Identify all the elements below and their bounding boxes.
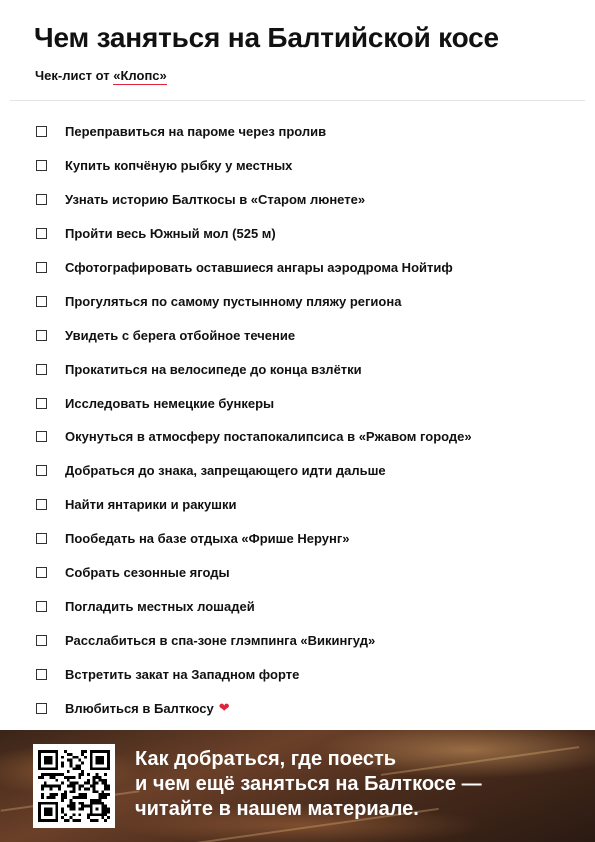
checklist-item <box>36 657 472 691</box>
checkbox[interactable] <box>36 262 47 273</box>
checkbox[interactable] <box>36 330 47 341</box>
checklist-item-label: Погладить местных лошадей <box>65 598 255 614</box>
subtitle <box>35 68 167 83</box>
checklist <box>36 115 472 725</box>
checklist-item <box>36 318 472 352</box>
checklist-item <box>36 488 472 522</box>
brand-link[interactable]: «Клопс» <box>113 68 167 83</box>
checklist-item-label: Увидеть с берега отбойное течение <box>65 327 296 343</box>
checklist-item <box>36 454 472 488</box>
checkbox[interactable] <box>36 398 47 409</box>
checkbox[interactable] <box>36 635 47 646</box>
banner-text <box>135 747 482 822</box>
heart-icon: ❤ <box>218 700 230 716</box>
checkbox[interactable] <box>36 126 47 137</box>
header-divider <box>10 100 585 101</box>
checklist-item-label: Расслабиться в спа-зоне глэмпинга «Викингуд» <box>65 632 376 648</box>
banner-line: читайте в нашем материале. <box>135 798 419 820</box>
promo-banner[interactable] <box>0 730 595 842</box>
checklist-item <box>36 217 472 251</box>
checkbox[interactable] <box>36 160 47 171</box>
checklist-item <box>36 149 472 183</box>
checklist-item <box>36 183 472 217</box>
checklist-item-label: Окунуться в атмосферу постапокалипсиса в «Ржавом городе» <box>65 429 472 445</box>
checklist-item <box>36 386 472 420</box>
checklist-item-label: Влюбиться в Балткосу <box>65 700 214 716</box>
checklist-item <box>36 556 472 590</box>
checkbox[interactable] <box>36 669 47 680</box>
checkbox[interactable] <box>36 194 47 205</box>
checklist-item-label: Купить копчёную рыбку у местных <box>65 158 293 174</box>
checklist-item-label: Пройти весь Южный мол (525 м) <box>65 226 276 242</box>
checklist-item <box>36 623 472 657</box>
checklist-item-label: Исследовать немецкие бункеры <box>65 395 275 411</box>
checklist-item-label: Найти янтарики и ракушки <box>65 497 237 513</box>
checkbox[interactable] <box>36 703 47 714</box>
checklist-item <box>36 251 472 285</box>
checkbox[interactable] <box>36 296 47 307</box>
checklist-item-label: Узнать историю Балткосы в «Старом люнете» <box>65 192 366 208</box>
checklist-item-label: Прокатиться на велосипеде до конца взлётки <box>65 361 362 377</box>
checklist-item-label: Сфотографировать оставшиеся ангары аэродрома Нойтиф <box>65 260 453 275</box>
checkbox[interactable] <box>36 228 47 239</box>
banner-line: и чем ещё заняться на Балткосе — <box>135 773 482 795</box>
checklist-item-label: Пообедать на базе отдыха «Фрише Нерунг» <box>65 531 350 547</box>
subtitle-prefix: Чек-лист от <box>35 68 114 83</box>
checkbox[interactable] <box>36 431 47 442</box>
checkbox[interactable] <box>36 533 47 544</box>
qr-code-icon[interactable] <box>33 744 115 828</box>
checklist-item-label: Встретить закат на Западном форте <box>65 666 300 682</box>
checklist-item <box>36 284 472 318</box>
banner-line: Как добраться, где поесть <box>135 748 397 770</box>
qr-code-graphic <box>38 749 110 823</box>
checklist-item-label: Собрать сезонные ягоды <box>65 565 230 581</box>
page-title: Чем заняться на Балтийской косе <box>34 22 499 53</box>
checkbox[interactable] <box>36 465 47 476</box>
checklist-item <box>36 589 472 623</box>
checklist-item <box>36 691 472 725</box>
checklist-item <box>36 352 472 386</box>
checklist-item <box>36 420 472 454</box>
checkbox[interactable] <box>36 567 47 578</box>
checkbox[interactable] <box>36 364 47 375</box>
checklist-item-label: Переправиться на пароме через пролив <box>65 124 327 140</box>
checklist-item-label: Прогуляться по самому пустынному пляжу региона <box>65 293 402 309</box>
checklist-item <box>36 115 472 149</box>
checklist-item-label: Добраться до знака, запрещающего идти дальше <box>65 463 386 479</box>
checkbox[interactable] <box>36 499 47 510</box>
checklist-item <box>36 522 472 556</box>
checkbox[interactable] <box>36 601 47 612</box>
